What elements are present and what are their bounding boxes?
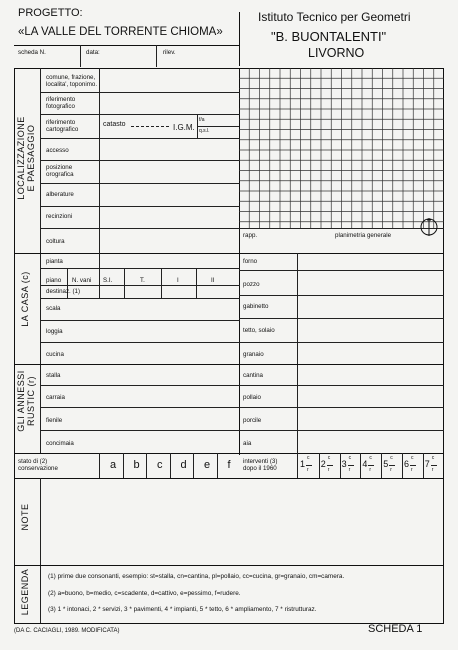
fienile-label: fienile [46, 417, 63, 424]
row-rule [40, 430, 240, 431]
interventi-cell-divider [423, 453, 424, 478]
fa-label: f/a [199, 117, 205, 123]
legenda-top-rule [14, 565, 444, 566]
row-rule [40, 342, 240, 343]
interventi-cell-divider [340, 453, 341, 478]
casa-checkbox-4[interactable]: c [369, 455, 372, 461]
pollaio-label: pollaio [243, 394, 261, 401]
coltura-label: coltura [46, 238, 65, 245]
recinzioni-label: recinzioni [46, 213, 73, 220]
casa-checkbox-5[interactable]: c [390, 455, 393, 461]
porcile-label: porcile [243, 417, 262, 424]
stato-cell-divider [170, 453, 171, 478]
pianta-label: pianta [46, 258, 63, 265]
comune-label: comune, frazione, [46, 74, 96, 81]
conservazione-label: conservazione [18, 465, 58, 472]
planimetria-label: planimetria generale [335, 232, 392, 239]
stato-option-e[interactable]: e [204, 459, 211, 471]
cr-rule [348, 465, 354, 466]
destinaz-label: destinaz. (1) [46, 288, 81, 295]
row-rule [40, 228, 240, 229]
interventi-cell-divider [402, 453, 403, 478]
cr-rule [368, 465, 374, 466]
fa-rule [197, 126, 239, 127]
row-rule [40, 385, 240, 386]
row-rule [40, 320, 240, 321]
row-rule [40, 160, 240, 161]
grid-bottom [239, 228, 444, 229]
igm-label: I.G.M. [173, 123, 195, 132]
pozzo-label: pozzo [243, 281, 260, 288]
dopo-1960-label: dopo il 1960 [243, 465, 277, 472]
row-rule [40, 206, 240, 207]
tetto-label: tetto, solaio [243, 327, 275, 334]
header-cell-divider [156, 45, 157, 67]
cr-rule [327, 465, 333, 466]
rustici-checkbox-4[interactable]: r [369, 467, 372, 473]
stato-option-b[interactable]: b [133, 459, 140, 471]
stato-cell-divider [193, 453, 194, 478]
interventi-cell-divider [319, 453, 320, 478]
rif-carto-label-2: cartografico [46, 126, 79, 133]
localizzazione-section-title: LOCALIZZAZIONE E PAESAGGIO [16, 116, 36, 200]
rustici-checkbox-3[interactable]: r [348, 467, 351, 473]
cantina-label: cantina [243, 372, 263, 379]
right-label-divider [297, 253, 298, 453]
annessi-top-rule [14, 364, 444, 365]
interventi-cell-divider [360, 453, 361, 478]
rif-foto-label-2: fotografico [46, 103, 75, 110]
casa-divider [99, 253, 100, 268]
stato-cell-divider [146, 453, 147, 478]
casa-top-rule [14, 253, 444, 254]
gabinetto-label: gabinetto [243, 303, 269, 310]
planimetria-grid[interactable] [239, 68, 444, 228]
rustici-checkbox-7[interactable]: r [431, 467, 434, 473]
stato-divider [99, 453, 100, 478]
rapp-label: rapp. [243, 232, 258, 239]
alberature-label: alberature [46, 191, 74, 198]
floor-divider [161, 268, 162, 298]
interventi-number-5[interactable]: 5 [383, 459, 389, 469]
concimaia-label: concimaia [46, 440, 74, 447]
rif-carto-label: riferimento [46, 119, 76, 126]
row-rule [40, 114, 240, 115]
casa-section-title: LA CASA (c) [20, 271, 30, 327]
stato-cell-divider [217, 453, 218, 478]
cucina-label: cucina [46, 351, 64, 358]
interventi-number-1[interactable]: 1 [300, 459, 306, 469]
i-label: I [177, 277, 179, 284]
stato-option-a[interactable]: a [110, 459, 117, 471]
catasto-label: catasto [103, 121, 126, 128]
ii-label: II [211, 277, 215, 284]
institute-city: LIVORNO [308, 46, 365, 60]
stato-option-d[interactable]: d [180, 459, 187, 471]
row-rule [239, 318, 444, 319]
rilev-field[interactable]: rilev. [163, 49, 176, 56]
project-title: «LA VALLE DEL TORRENTE CHIOMA» [18, 26, 223, 38]
stato-option-c[interactable]: c [157, 459, 163, 471]
stato-option-f[interactable]: f [227, 459, 231, 471]
qsl-label: q.s.l. [199, 128, 210, 134]
frame-left [14, 68, 15, 624]
t-label: T. [140, 277, 145, 284]
row-rule [40, 183, 240, 184]
header-rule [14, 45, 240, 46]
row-rule [40, 298, 240, 299]
loggia-label: loggia [46, 328, 63, 335]
carraia-label: carraia [46, 394, 65, 401]
forno-label: forno [243, 258, 258, 265]
casa-checkbox-1[interactable]: c [307, 455, 310, 461]
orografica-label: orografica [46, 171, 74, 178]
granaio-label: granaio [243, 351, 264, 358]
row-rule [239, 295, 444, 296]
catasto-line [131, 126, 169, 127]
interventi-cell-divider [381, 453, 382, 478]
rustici-checkbox-6[interactable]: r [411, 467, 413, 473]
scheda-n-field[interactable]: scheda N. [18, 49, 46, 56]
row-rule [40, 138, 240, 139]
rustici-checkbox-5[interactable]: r [390, 467, 392, 473]
stato-top-rule [14, 453, 444, 454]
stato-label: stato di (2) [18, 458, 48, 465]
institute-name: Istituto Tecnico per Geometri [258, 10, 411, 24]
annessi-section-title: GLI ANNESSI RUSTIC (r) [16, 370, 36, 432]
row-rule [40, 92, 240, 93]
n-vani-label: N. vani [72, 277, 92, 284]
row-rule [40, 285, 240, 286]
interventi-number-3[interactable]: 3 [341, 459, 347, 469]
posizione-label: posizione [46, 164, 73, 171]
casa-checkbox-2[interactable]: c [327, 455, 331, 461]
casa-checkbox-3[interactable]: c [348, 455, 352, 461]
aia-label: aia [243, 440, 252, 447]
accesso-label: accesso [46, 147, 69, 154]
floor-divider [124, 268, 125, 298]
interventi-number-2[interactable]: 2 [320, 459, 326, 469]
cr-rule [306, 465, 312, 466]
row-rule [239, 270, 444, 271]
scheda-number: SCHEDA 1 [368, 623, 423, 635]
institute-school: "B. BUONTALENTI" [271, 29, 387, 44]
north-arrow-icon [419, 217, 439, 237]
legenda-section-title: LEGENDA [20, 568, 30, 616]
note-area[interactable] [41, 479, 443, 565]
row-rule [239, 407, 444, 408]
localita-label: localita', toponimo. [46, 81, 98, 88]
left-label-column-divider [40, 68, 41, 453]
stalla-label: stalla [46, 372, 61, 379]
interventi-divider [297, 453, 298, 478]
cr-rule [389, 465, 395, 466]
cr-rule [410, 465, 416, 466]
scala-label: scala [46, 305, 61, 312]
legenda-line-2: (2) a=buono, b=medio, c=scadente, d=cattivo, e=pessimo, f=rudere. [48, 590, 241, 597]
floor-divider [196, 268, 197, 298]
interventi-number-7[interactable]: 7 [424, 459, 430, 469]
interventi-number-4[interactable]: 4 [362, 459, 368, 469]
legenda-line-1: (1) prime due consonanti, esempio: st=stalla, cn=cantina, pl=pollaio, cc=cucina, gr=granaio, cm=camera. [48, 573, 345, 580]
row-rule [40, 268, 240, 269]
casa-checkbox-6[interactable]: c [411, 455, 414, 461]
row-rule [239, 342, 444, 343]
source-credit: (DA C. CACIAGLI, 1989. MODIFICATA) [14, 628, 120, 634]
note-section-title: NOTE [20, 503, 30, 531]
stato-cell-divider [123, 453, 124, 478]
cr-rule [431, 465, 437, 466]
interventi-label: interventi (3) [243, 458, 278, 465]
rustici-checkbox-1[interactable]: r [307, 467, 309, 473]
header-divider [239, 12, 240, 66]
interventi-number-6[interactable]: 6 [404, 459, 410, 469]
progetto-label: PROGETTO: [18, 7, 83, 19]
data-field[interactable]: data: [86, 49, 100, 56]
rustici-checkbox-2[interactable]: r [327, 467, 330, 473]
header-cell-divider [80, 45, 81, 67]
piano-label: piano [46, 277, 62, 284]
si-label: S.I. [103, 277, 113, 284]
row-rule [40, 407, 240, 408]
row-rule [239, 385, 444, 386]
rif-foto-label: riferimento [46, 96, 76, 103]
legenda-line-3: (3) 1 * intonaci, 2 * servizi, 3 * pavimenti, 4 * impianti, 5 * tetto, 6 * ampliamento, 7 * ristrutturaz. [48, 606, 317, 613]
row-rule [239, 430, 444, 431]
casa-checkbox-7[interactable]: c [431, 455, 435, 461]
vani-divider [99, 268, 100, 298]
